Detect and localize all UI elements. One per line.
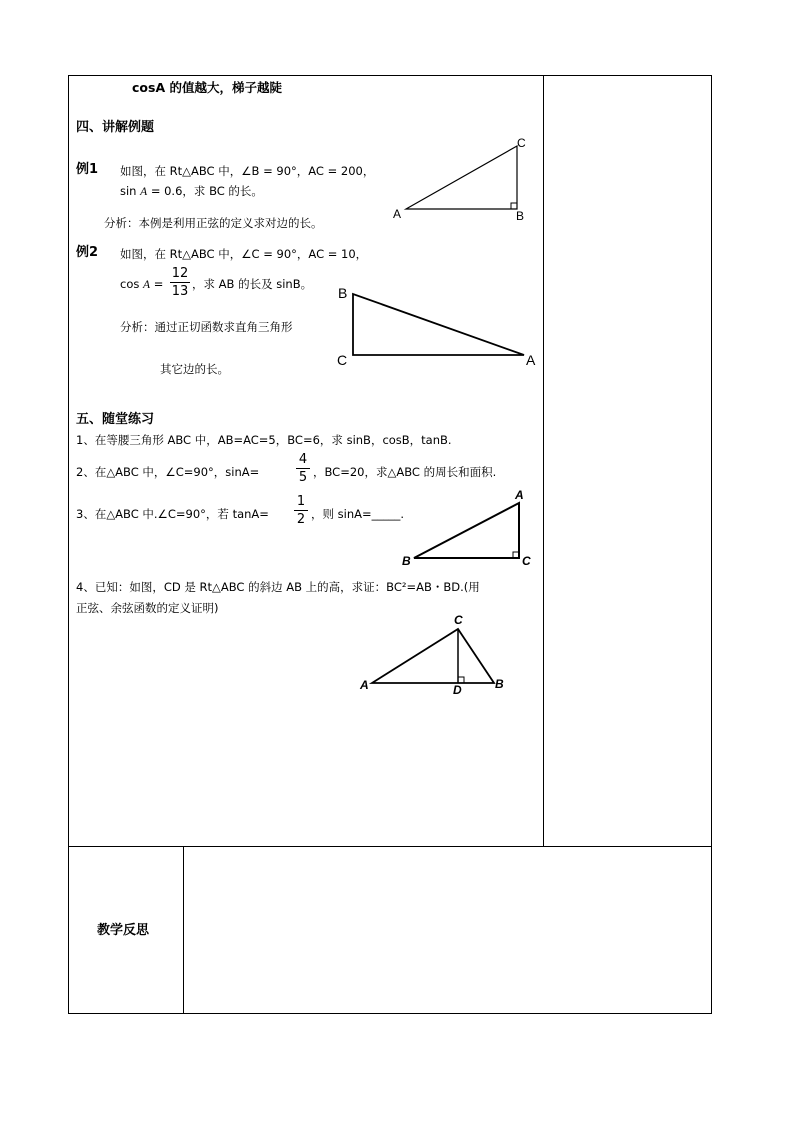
practice-problem-3-rest: ，则 sinA=_____. [311,507,405,521]
ex1-label-c: C [517,136,526,150]
problem3-triangle-figure [398,484,543,570]
practice-problem-2-fraction: 4 5 [296,452,310,485]
section5-title: 五、随堂练习 [76,412,155,427]
example1-line2: sin A = 0.6，求 BC 的长。 [120,184,263,198]
ex1-label-b: B [516,209,525,223]
ex2-label-c: C [337,352,348,368]
example1-line1: 如图，在 Rt△ABC 中，∠B = 90°，AC = 200， [120,164,375,178]
p3-label-a: A [515,488,524,502]
practice-problem-1: 1、在等腰三角形 ABC 中，AB=AC=5，BC=6，求 sinB，cosB，tanB. [76,433,452,447]
p4-label-b: B [495,677,504,691]
ex1-label-a: A [393,207,402,221]
example1-analysis: 分析：本例是利用正弦的定义求对边的长。 [104,216,323,230]
example2-triangle-figure [334,282,542,372]
practice-problem-3-prefix: 3、在△ABC 中.∠C=90°，若 tanA= [76,507,269,521]
ex2-label-a: A [526,352,536,368]
practice-problem-4-line2: 正弦、余弦函数的定义证明) [76,601,219,615]
p4-label-a: A [360,678,369,692]
teaching-reflection-content[interactable] [184,847,711,1013]
example1-triangle-figure [390,134,540,226]
right-column-divider [543,75,544,846]
example2-line1: 如图，在 Rt△ABC 中，∠C = 90°，AC = 10， [120,247,368,261]
practice-problem-2-prefix: 2、在△ABC 中，∠C=90°，sinA= [76,465,260,479]
p4-label-c: C [454,613,463,627]
section4-title: 四、讲解例题 [76,120,155,135]
example2-line2-prefix: cos A = [120,277,164,291]
p3-label-c: C [522,554,531,568]
practice-problem-2-rest: ，BC=20，求△ABC 的周长和面积. [313,465,497,479]
example2-analysis-line1: 分析：通过正切函数求直角三角形 [120,320,293,334]
practice-problem-3-fraction: 1 2 [294,494,308,527]
practice-problem-4-line1: 4、已知：如图，CD 是 Rt△ABC 的斜边 AB 上的高，求证：BC²=AB・BD.(用 [76,580,480,594]
example2-analysis-line2: 其它边的长。 [160,362,229,376]
example2-label: 例2 [76,245,99,260]
example1-label: 例1 [76,162,99,177]
problem4-triangle-figure [356,610,516,700]
teaching-reflection-label: 教学反思 [97,923,150,938]
p4-label-d: D [453,683,462,697]
conclusion-line: cosA 的值越大，梯子越陡 [132,80,282,95]
example2-cos-fraction: 12 13 [171,266,189,299]
ex2-label-b: B [338,285,348,301]
p3-label-b: B [402,554,411,568]
example2-line2-rest: ，求 AB 的长及 sinB。 [192,277,313,291]
